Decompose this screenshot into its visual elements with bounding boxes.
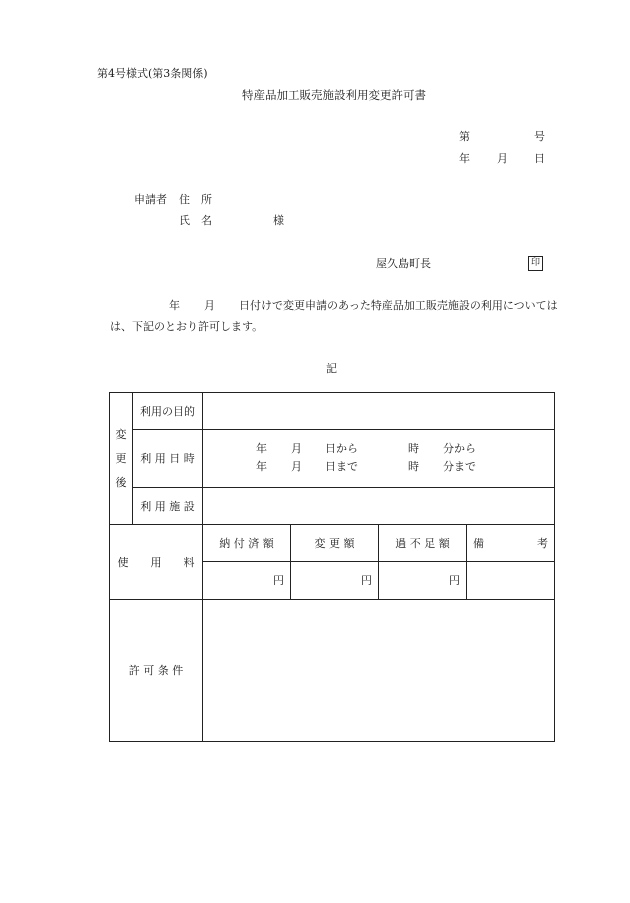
after-change-char: 後 — [115, 476, 127, 489]
form-number: 第4号様式(第3条関係) — [97, 67, 208, 80]
dt-from-hour: 時 — [408, 442, 419, 455]
permission-table — [109, 392, 555, 742]
dt-to-minute: 分まで — [443, 460, 476, 473]
sama-label: 様 — [273, 214, 284, 227]
facility-value[interactable] — [203, 488, 555, 525]
body-line2: は、下記のとおり許可します。 — [110, 320, 264, 333]
fee-paid-yen[interactable]: 円 — [203, 562, 291, 600]
datetime-to-row — [203, 461, 554, 474]
remarks-char: 備 — [473, 536, 484, 550]
fee-label: 使 用 料 — [110, 525, 203, 600]
datetime-value[interactable] — [203, 430, 555, 488]
dt-to-year: 年 — [256, 460, 267, 473]
dt-to-hour: 時 — [408, 460, 419, 473]
dt-from-minute: 分から — [443, 442, 476, 455]
seal-mark: 印 — [528, 256, 543, 271]
fee-header-remarks — [467, 525, 555, 562]
applicant-label: 申請者 — [134, 193, 167, 206]
purpose-label: 利用の目的 — [133, 393, 203, 430]
body-line1: 日付けで変更申請のあった特産品加工販売施設の利用については — [239, 299, 558, 312]
fee-remarks-value[interactable] — [467, 562, 555, 600]
dt-to-month: 月 — [291, 460, 302, 473]
fee-header-difference: 過 不 足 額 — [379, 525, 467, 562]
number-dai: 第 — [459, 130, 470, 143]
date-day: 日 — [534, 152, 545, 165]
date-year: 年 — [459, 152, 470, 165]
after-change-char: 更 — [115, 452, 127, 465]
purpose-value[interactable] — [203, 393, 555, 430]
number-go: 号 — [534, 130, 545, 143]
facility-label: 利 用 施 設 — [133, 488, 203, 525]
after-change-cell — [110, 393, 133, 525]
datetime-label: 利 用 日 時 — [133, 430, 203, 488]
dt-from-day: 日から — [325, 442, 358, 455]
fee-change-yen[interactable]: 円 — [291, 562, 379, 600]
body-month: 月 — [204, 299, 215, 312]
fee-header-paid: 納 付 済 額 — [203, 525, 291, 562]
name-label: 氏 名 — [179, 214, 212, 227]
issuer-title: 屋久島町長 — [376, 257, 431, 270]
conditions-label: 許 可 条 件 — [110, 600, 203, 742]
ki-label: 記 — [326, 362, 337, 375]
fee-difference-yen[interactable]: 円 — [379, 562, 467, 600]
document-title: 特産品加工販売施設利用変更許可書 — [242, 88, 426, 102]
dt-from-year: 年 — [256, 442, 267, 455]
date-month: 月 — [497, 152, 508, 165]
datetime-from-row — [203, 443, 554, 456]
address-label: 住 所 — [179, 193, 212, 206]
conditions-value[interactable] — [203, 600, 555, 742]
after-change-char: 変 — [115, 428, 127, 441]
remarks-char: 考 — [537, 536, 548, 550]
dt-from-month: 月 — [291, 442, 302, 455]
body-year: 年 — [169, 299, 180, 312]
fee-header-change: 変 更 額 — [291, 525, 379, 562]
dt-to-day: 日まで — [325, 460, 358, 473]
